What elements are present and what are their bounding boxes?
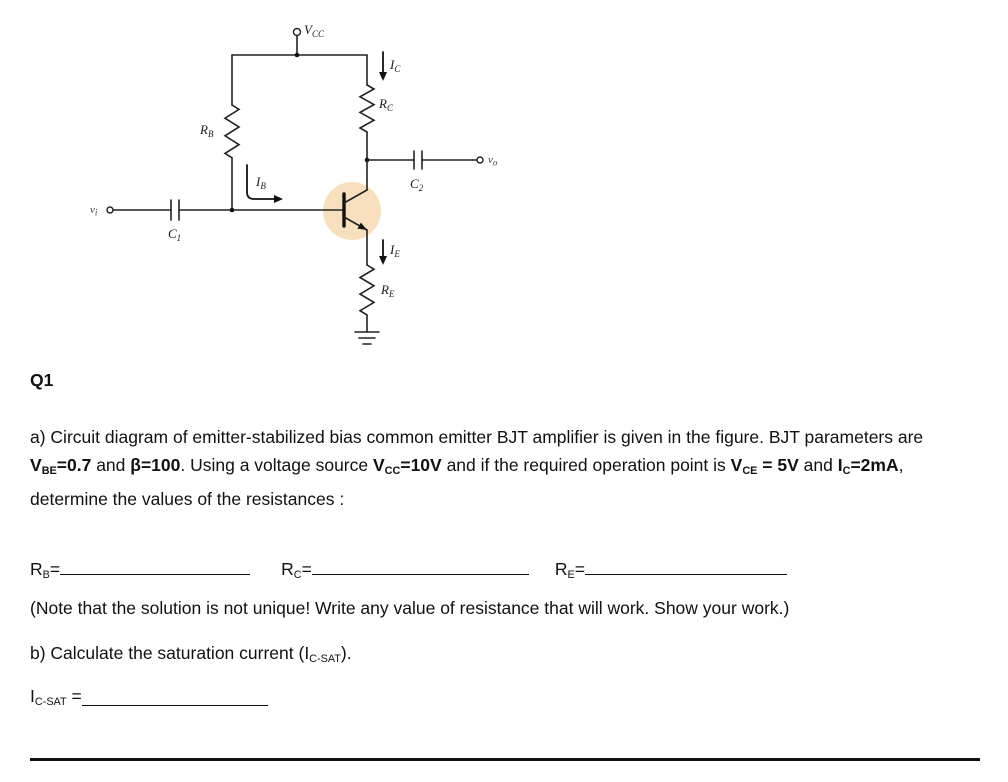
ic-value: $I_C=2mA$	[837, 454, 899, 477]
question-a-text: a) Circuit diagram of emitter-stabilized bias common emitter BJT amplifier is given in the figure. BJT parameters are $V_{BE}=0.7$ and β=100. Using a voltage source $V_{CC}=10V$ and if the required operation point is $V_{CE} = 5V$ and $I_C=2mA$, determine the values of the resistances :	[30, 426, 924, 509]
resistor-re	[360, 265, 374, 315]
c2-label: $C_2$	[410, 176, 424, 193]
icsat-symbol: $I_{C-SAT}$	[304, 643, 341, 666]
re-label: $R_E$	[381, 282, 395, 299]
ib-label: $I_B$	[256, 174, 266, 191]
rc-answer-label: $R_C=$	[281, 559, 312, 582]
re-answer-label: $R_E=$	[554, 559, 585, 582]
transistor-highlight	[323, 182, 381, 240]
vcc-terminal	[294, 29, 301, 56]
vi-label: $v_i$	[90, 204, 98, 218]
rc-label: $R_C$	[379, 96, 393, 113]
ic-current-arrow	[379, 52, 387, 81]
rb-label: $R_B$	[200, 122, 214, 139]
question-number: Q1	[30, 370, 54, 390]
vcc-value: $V_{CC}=10V$	[372, 454, 442, 477]
vcc-node	[295, 53, 300, 58]
base-rb-node	[230, 208, 235, 213]
vce-value: $V_{CE} = 5V$	[730, 454, 799, 477]
part-a-seg1: a) Circuit diagram of emitter-stabilized bias common emitter BJT amplifier is given in the figure. BJT parameters are	[30, 426, 924, 447]
vo-terminal	[477, 157, 483, 163]
vcc-label: $V_{CC}$	[304, 22, 324, 39]
vi-terminal	[107, 207, 113, 213]
ic-label: $I_C$	[390, 57, 401, 74]
rc-answer-blank	[312, 556, 529, 575]
resistor-rc	[360, 85, 374, 132]
c1-label: $C_1$	[168, 226, 182, 243]
vbe-value: $V_{BE}=0.7$	[30, 454, 92, 477]
resistor-answer-blanks	[30, 556, 787, 581]
icsat-answer-blank	[82, 687, 268, 706]
resistor-rb	[225, 105, 239, 158]
rb-answer-blank	[60, 556, 250, 575]
capacitor-c2	[414, 151, 422, 169]
bjt-circuit-diagram	[78, 12, 518, 360]
ie-current-arrow	[379, 240, 387, 265]
icsat-answer-label: $I_{C-SAT}$ =	[30, 686, 82, 709]
beta-value: β=100	[130, 454, 181, 475]
rb-answer-label: $R_B=$	[30, 559, 61, 582]
icsat-answer-row	[30, 686, 268, 708]
re-answer-blank	[585, 556, 787, 575]
vo-label: $v_o$	[488, 154, 498, 168]
capacitor-c1	[171, 200, 179, 220]
note-text: (Note that the solution is not unique! Write any value of resistance that will work. Show your work.)	[30, 598, 790, 618]
ie-label: $I_E$	[390, 242, 400, 259]
ground-symbol	[355, 332, 379, 344]
question-b-text: b) Calculate the saturation current $(I_{C-SAT})$.	[30, 643, 352, 666]
bottom-divider	[30, 758, 980, 761]
